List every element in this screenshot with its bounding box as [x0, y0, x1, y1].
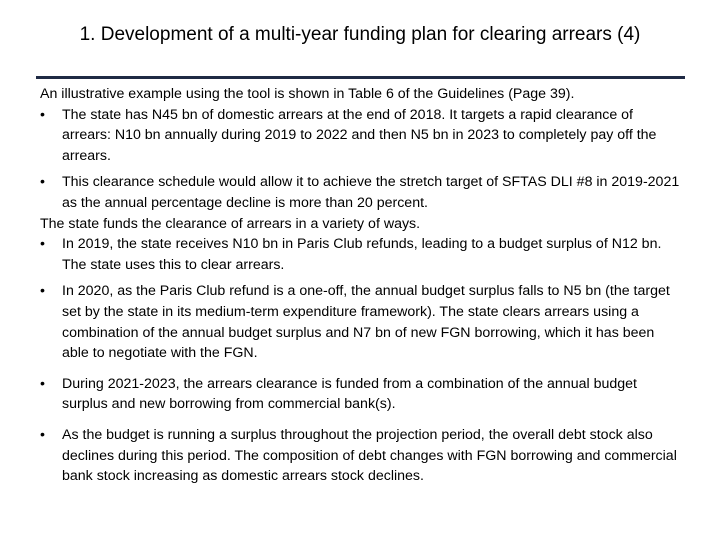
bullet-item: [40, 105, 684, 167]
bullet-marker: •: [40, 236, 45, 253]
bullet-item: [40, 172, 684, 213]
bullet-marker: •: [40, 174, 45, 191]
bullet-item: [40, 425, 684, 487]
bullet-marker: •: [40, 283, 45, 300]
bullet-marker: •: [40, 106, 45, 123]
slide-title: 1. Development of a multi-year funding plan for clearing arrears (4): [79, 24, 641, 45]
middle-paragraph: The state funds the clearance of arrears in a variety of ways.: [40, 215, 421, 232]
bullet-item: [40, 281, 684, 363]
intro-paragraph: An illustrative example using the tool is shown in Table 6 of the Guidelines (Page 39).: [40, 86, 575, 102]
bullet-text: This clearance schedule would allow it to achieve the stretch target of SFTAS DLI #8 in 2019-2021 as the annual percentage decline is more than 20 percent.: [62, 174, 680, 211]
bullet-text: As the budget is running a surplus throughout the projection period, the overall debt stock also declines during this period. The composition of debt changes with FGN borrowing and commercial bank stock increasing as domestic arrears stock declines.: [62, 426, 677, 485]
bullet-text: During 2021-2023, the arrears clearance is funded from a combination of the annual budget surplus and new borrowing from commercial bank(s).: [62, 375, 637, 413]
bullet-item: [40, 374, 684, 415]
bullet-text: In 2020, as the Paris Club refund is a one-off, the annual budget surplus falls to N5 bn (the target set by the state in its medium-term expenditure framework). The state clears arrears using a combination of the annual budget surplus and N7 bn of new FGN borrowing, which it has been able to negotiate with the FGN.: [62, 283, 670, 362]
bullet-marker: •: [40, 426, 45, 443]
bullet-marker: •: [40, 375, 45, 392]
bullet-text: In 2019, the state receives N10 bn in Paris Club refunds, leading to a budget surplus of N12 bn. The state uses this to clear arrears.: [62, 236, 662, 273]
bullet-item: [40, 234, 684, 275]
bullet-text: The state has N45 bn of domestic arrears at the end of 2018. It targets a rapid clearance of arrears: N10 bn annually during 2019 to 2022 and then N5 bn in 2023 to completely pay off the arrears.: [62, 106, 657, 164]
slide-body: [40, 84, 684, 487]
title-underline: [36, 76, 685, 79]
